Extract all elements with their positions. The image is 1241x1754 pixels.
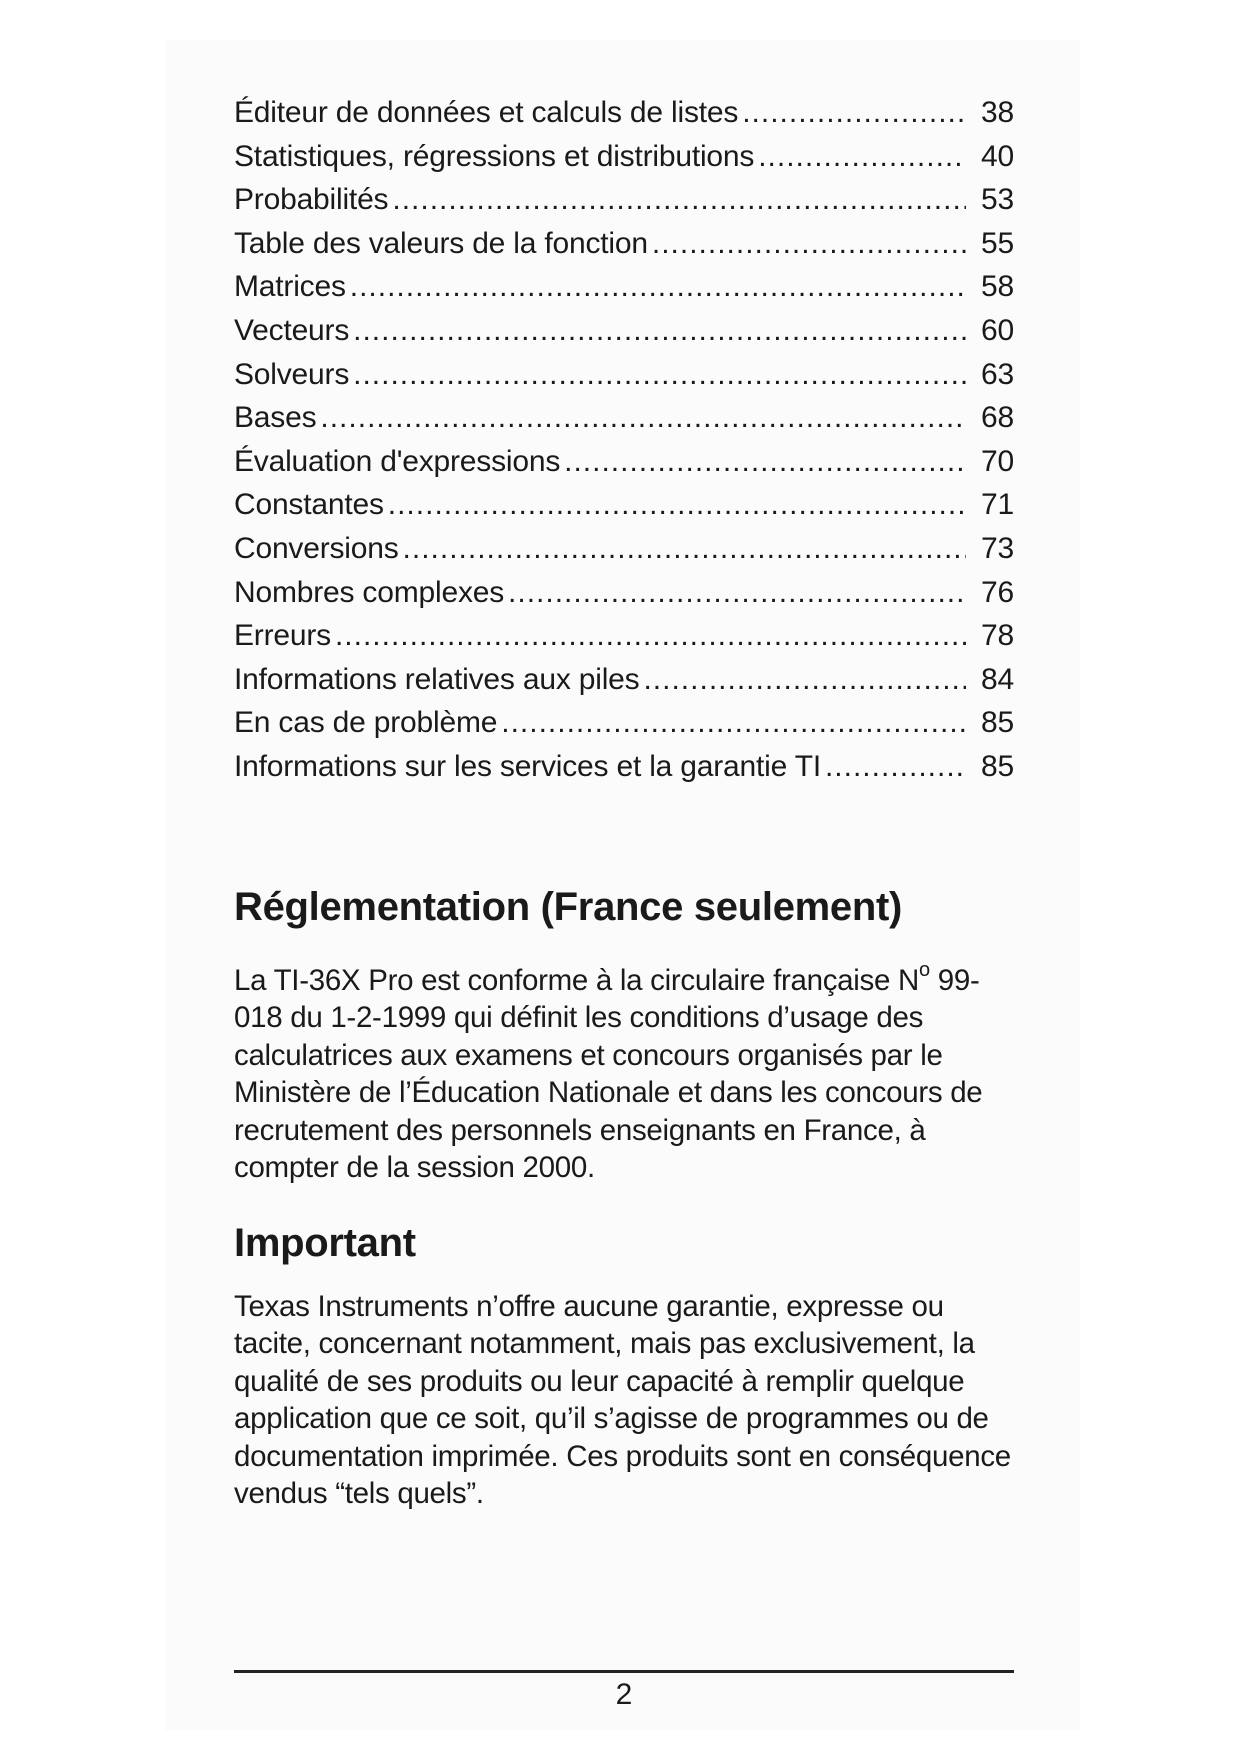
toc-entry-page: 76: [981, 575, 1014, 609]
reglementation-text-start: La TI-36X Pro est conforme à la circulaire française N: [234, 963, 920, 997]
toc-entry-title: Constantes: [234, 488, 384, 522]
toc-leader-dots: [353, 358, 966, 392]
page-content: [234, 96, 1014, 1513]
toc-entry-title: Table des valeurs de la fonction: [234, 226, 648, 260]
toc-entry-title: Informations sur les services et la garantie TI: [234, 749, 821, 783]
toc-entry-page: 53: [981, 183, 1014, 217]
toc-entry-title: Éditeur de données et calculs de listes: [234, 96, 739, 129]
toc-leader-dots: [501, 706, 966, 740]
toc-leader-dots: [388, 488, 966, 522]
toc-entry-title: En cas de problème: [234, 706, 498, 740]
toc-entry[interactable]: [234, 183, 1014, 227]
toc-entry-title: Conversions: [234, 531, 399, 565]
toc-entry[interactable]: [234, 401, 1014, 445]
toc-leader-dots: [652, 227, 966, 261]
footer-divider: [234, 1670, 1014, 1673]
toc-entry[interactable]: [234, 488, 1014, 532]
toc-leader-dots: [335, 619, 966, 653]
toc-leader-dots: [643, 663, 966, 697]
toc-entry-page: 85: [981, 749, 1014, 783]
toc-entry-title: Solveurs: [234, 357, 350, 391]
important-heading: Important: [234, 1220, 416, 1265]
toc-leader-dots: [320, 401, 966, 435]
toc-entry-title: Erreurs: [234, 619, 331, 653]
toc-entry[interactable]: [234, 96, 1014, 140]
toc-leader-dots: [403, 532, 966, 566]
toc-entry-title: Probabilités: [234, 183, 389, 217]
toc-entry[interactable]: [234, 576, 1014, 620]
reglementation-text-end: 99-018 du 1-2-1999 qui définit les conditions d’usage des calculatrices aux examens et concours organisés par le Ministère de l’Éducation Nationale et dans les concours de recrutement des personnels enseignants en France, à compter de la session 2000.: [234, 963, 983, 1184]
toc-leader-dots: [758, 140, 966, 174]
toc-entry[interactable]: [234, 532, 1014, 576]
toc-entry-title: Nombres complexes: [234, 575, 505, 609]
toc-entry-page: 70: [981, 444, 1014, 478]
toc-entry[interactable]: [234, 663, 1014, 707]
toc-entry-title: Informations relatives aux piles: [234, 662, 640, 696]
toc-entry[interactable]: [234, 358, 1014, 402]
toc-entry-page: 38: [981, 96, 1014, 129]
reglementation-paragraph: [234, 958, 1014, 1187]
toc-leader-dots: [825, 750, 966, 784]
toc-entry[interactable]: [234, 445, 1014, 489]
toc-entry-title: Évaluation d'expressions: [234, 444, 561, 478]
toc-entry-title: Bases: [234, 401, 317, 435]
toc-entry[interactable]: [234, 140, 1014, 184]
toc-entry[interactable]: [234, 227, 1014, 271]
toc-entry-page: 84: [981, 662, 1014, 696]
toc-entry-title: Statistiques, régressions et distributions: [234, 139, 755, 173]
toc-entry-title: Matrices: [234, 270, 346, 304]
toc-leader-dots: [742, 96, 966, 130]
toc-leader-dots: [564, 445, 966, 479]
toc-entry-page: 60: [981, 313, 1014, 347]
toc-entry-page: 85: [981, 706, 1014, 740]
toc-leader-dots: [350, 270, 966, 304]
important-paragraph: Texas Instruments n’offre aucune garantie, expresse ou tacite, concernant notamment, mais pas exclusivement, la qualité de ses produits ou leur capacité à remplir quelque application que ce soit, qu’il s’agisse de programmes ou de documentation imprimée. Ces produits sont en conséquence vendus “tels quels”.: [234, 1289, 1011, 1510]
toc-entry-page: 40: [981, 139, 1014, 173]
toc-entry-page: 78: [981, 619, 1014, 653]
page-number: 2: [615, 1678, 633, 1711]
toc-entry[interactable]: [234, 270, 1014, 314]
toc-leader-dots: [508, 576, 966, 610]
toc-entry[interactable]: [234, 314, 1014, 358]
toc-entry-page: 58: [981, 270, 1014, 304]
toc-entry[interactable]: [234, 706, 1014, 750]
toc-leader-dots: [392, 183, 966, 217]
toc-entry-page: 63: [981, 357, 1014, 391]
reglementation-heading: Réglementation (France seulement): [234, 884, 903, 929]
ordinal-superscript: o: [919, 958, 930, 981]
toc-entry-title: Vecteurs: [234, 313, 350, 347]
toc-leader-dots: [353, 314, 966, 348]
toc-entry[interactable]: [234, 750, 1014, 794]
toc-entry[interactable]: [234, 619, 1014, 663]
toc-entry-page: 55: [981, 226, 1014, 260]
table-of-contents: [234, 96, 1014, 794]
toc-entry-page: 68: [981, 401, 1014, 435]
toc-entry-page: 71: [981, 488, 1014, 522]
toc-entry-page: 73: [981, 531, 1014, 565]
